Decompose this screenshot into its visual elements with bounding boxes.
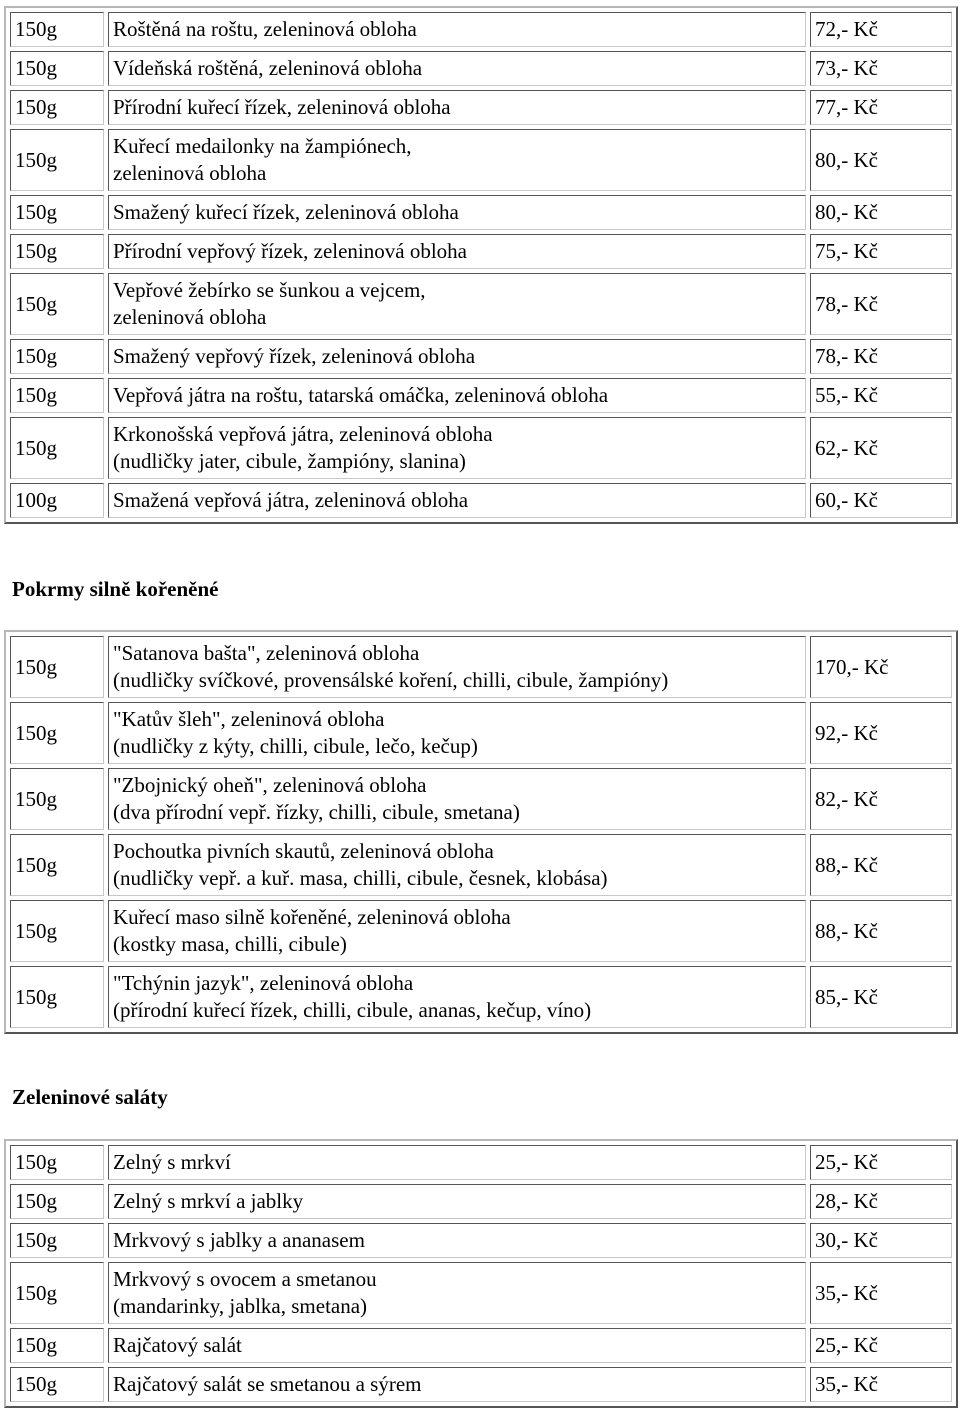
dish-price: 78,- Kč — [810, 273, 952, 335]
dish-price: 170,- Kč — [810, 636, 952, 698]
dish-price: 75,- Kč — [810, 234, 952, 269]
portion-weight: 150g — [10, 234, 104, 269]
dish-detail: (mandarinky, jablka, smetana) — [113, 1294, 368, 1318]
dish-description — [108, 702, 806, 764]
portion-weight: 150g — [10, 1262, 104, 1324]
portion-weight: 150g — [10, 966, 104, 1028]
dish-description — [108, 129, 806, 191]
dish-price: 25,- Kč — [810, 1145, 952, 1180]
dish-name: Kuřecí maso silně kořeněné, zeleninová obloha — [113, 905, 511, 929]
dish-price: 85,- Kč — [810, 966, 952, 1028]
salads-section-heading: Zeleninové saláty — [12, 1085, 168, 1109]
dish-price: 88,- Kč — [810, 834, 952, 896]
dish-description — [108, 834, 806, 896]
menu-row — [10, 1367, 952, 1402]
dish-name: Smažená vepřová játra, zeleninová obloha — [113, 488, 469, 512]
dish-name: Vepřové žebírko se šunkou a vejcem, — [113, 278, 426, 302]
portion-weight: 150g — [10, 129, 104, 191]
dish-description — [108, 768, 806, 830]
menu-row — [10, 273, 952, 335]
dish-description — [108, 1328, 806, 1363]
dish-description — [108, 51, 806, 86]
dish-detail: (nudličky jater, cibule, žampióny, slanina) — [113, 449, 466, 473]
menu-row — [10, 900, 952, 962]
portion-weight: 150g — [10, 1145, 104, 1180]
dish-price: 80,- Kč — [810, 195, 952, 230]
portion-weight: 150g — [10, 90, 104, 125]
dish-name: Vídeňská roštěná, zeleninová obloha — [113, 56, 423, 80]
menu-row — [10, 12, 952, 47]
menu-row — [10, 768, 952, 830]
dish-description — [108, 417, 806, 479]
dish-detail: (dva přírodní vepř. řízky, chilli, cibule, smetana) — [113, 800, 520, 824]
dish-price: 77,- Kč — [810, 90, 952, 125]
menu-row — [10, 129, 952, 191]
menu-row — [10, 1145, 952, 1180]
portion-weight: 150g — [10, 273, 104, 335]
menu-row — [10, 483, 952, 518]
dish-name: Smažený kuřecí řízek, zeleninová obloha — [113, 200, 459, 224]
menu-row — [10, 1223, 952, 1258]
dish-name: "Zbojnický oheň", zeleninová obloha — [113, 773, 427, 797]
dish-description — [108, 1145, 806, 1180]
dish-price: 80,- Kč — [810, 129, 952, 191]
dish-name: Přírodní vepřový řízek, zeleninová obloha — [113, 239, 467, 263]
dish-name: "Satanova bašta", zeleninová obloha — [113, 641, 420, 665]
dish-price: 62,- Kč — [810, 417, 952, 479]
portion-weight: 150g — [10, 834, 104, 896]
dish-detail: zeleninová obloha — [113, 305, 267, 329]
portion-weight: 150g — [10, 378, 104, 413]
spicy-dishes-table — [4, 630, 958, 1034]
dish-description — [108, 195, 806, 230]
portion-weight: 150g — [10, 1328, 104, 1363]
dish-description — [108, 90, 806, 125]
dish-description — [108, 1367, 806, 1402]
dish-name: Rajčatový salát — [113, 1333, 242, 1357]
dish-name: Krkonošská vepřová játra, zeleninová obloha — [113, 422, 493, 446]
dish-price: 73,- Kč — [810, 51, 952, 86]
menu-row — [10, 1184, 952, 1219]
menu-row — [10, 966, 952, 1028]
dish-description — [108, 1262, 806, 1324]
dish-price: 78,- Kč — [810, 339, 952, 374]
menu-row — [10, 90, 952, 125]
dish-detail: (nudličky svíčkové, provensálské koření, chilli, cibule, žampióny) — [113, 668, 669, 692]
dish-detail: (nudličky z kýty, chilli, cibule, lečo, kečup) — [113, 734, 478, 758]
portion-weight: 150g — [10, 702, 104, 764]
menu-row — [10, 378, 952, 413]
portion-weight: 150g — [10, 51, 104, 86]
dish-detail: zeleninová obloha — [113, 161, 267, 185]
meat-dishes-table — [4, 6, 958, 524]
dish-name: Mrkvový s jablky a ananasem — [113, 1228, 365, 1252]
menu-row — [10, 234, 952, 269]
dish-name: "Tchýnin jazyk", zeleninová obloha — [113, 971, 414, 995]
portion-weight: 150g — [10, 195, 104, 230]
menu-row — [10, 417, 952, 479]
dish-description — [108, 12, 806, 47]
dish-description — [108, 483, 806, 518]
dish-price: 35,- Kč — [810, 1262, 952, 1324]
dish-name: Zelný s mrkví a jablky — [113, 1189, 304, 1213]
spicy-section-heading: Pokrmy silně kořeněné — [12, 577, 219, 601]
dish-detail: (nudličky vepř. a kuř. masa, chilli, cibule, česnek, klobása) — [113, 866, 608, 890]
dish-description — [108, 273, 806, 335]
dish-price: 30,- Kč — [810, 1223, 952, 1258]
dish-price: 72,- Kč — [810, 12, 952, 47]
portion-weight: 150g — [10, 339, 104, 374]
dish-price: 60,- Kč — [810, 483, 952, 518]
dish-price: 55,- Kč — [810, 378, 952, 413]
dish-name: Vepřová játra na roštu, tatarská omáčka, zeleninová obloha — [113, 383, 609, 407]
dish-description — [108, 636, 806, 698]
menu-row — [10, 702, 952, 764]
dish-name: Mrkvový s ovocem a smetanou — [113, 1267, 377, 1291]
menu-row — [10, 834, 952, 896]
portion-weight: 150g — [10, 417, 104, 479]
portion-weight: 150g — [10, 1223, 104, 1258]
dish-name: Rajčatový salát se smetanou a sýrem — [113, 1372, 422, 1396]
dish-price: 92,- Kč — [810, 702, 952, 764]
portion-weight: 150g — [10, 12, 104, 47]
portion-weight: 150g — [10, 768, 104, 830]
dish-description — [108, 900, 806, 962]
dish-description — [108, 339, 806, 374]
dish-detail: (kostky masa, chilli, cibule) — [113, 932, 347, 956]
portion-weight: 150g — [10, 636, 104, 698]
dish-name: Pochoutka pivních skautů, zeleninová obloha — [113, 839, 494, 863]
menu-row — [10, 339, 952, 374]
dish-price: 28,- Kč — [810, 1184, 952, 1219]
dish-description — [108, 966, 806, 1028]
dish-description — [108, 234, 806, 269]
menu-row — [10, 1262, 952, 1324]
dish-price: 82,- Kč — [810, 768, 952, 830]
dish-name: Zelný s mrkví — [113, 1150, 231, 1174]
salads-table — [4, 1139, 958, 1408]
dish-description — [108, 1223, 806, 1258]
portion-weight: 150g — [10, 1367, 104, 1402]
menu-row — [10, 195, 952, 230]
dish-price: 35,- Kč — [810, 1367, 952, 1402]
dish-detail: (přírodní kuřecí řízek, chilli, cibule, ananas, kečup, víno) — [113, 998, 592, 1022]
dish-description — [108, 1184, 806, 1219]
portion-weight: 150g — [10, 900, 104, 962]
portion-weight: 100g — [10, 483, 104, 518]
dish-price: 88,- Kč — [810, 900, 952, 962]
menu-row — [10, 51, 952, 86]
dish-name: "Katův šleh", zeleninová obloha — [113, 707, 385, 731]
dish-name: Kuřecí medailonky na žampiónech, — [113, 134, 412, 158]
dish-name: Smažený vepřový řízek, zeleninová obloha — [113, 344, 476, 368]
portion-weight: 150g — [10, 1184, 104, 1219]
dish-name: Přírodní kuřecí řízek, zeleninová obloha — [113, 95, 451, 119]
dish-description — [108, 378, 806, 413]
menu-row — [10, 1328, 952, 1363]
dish-name: Roštěná na roštu, zeleninová obloha — [113, 17, 417, 41]
menu-row — [10, 636, 952, 698]
dish-price: 25,- Kč — [810, 1328, 952, 1363]
